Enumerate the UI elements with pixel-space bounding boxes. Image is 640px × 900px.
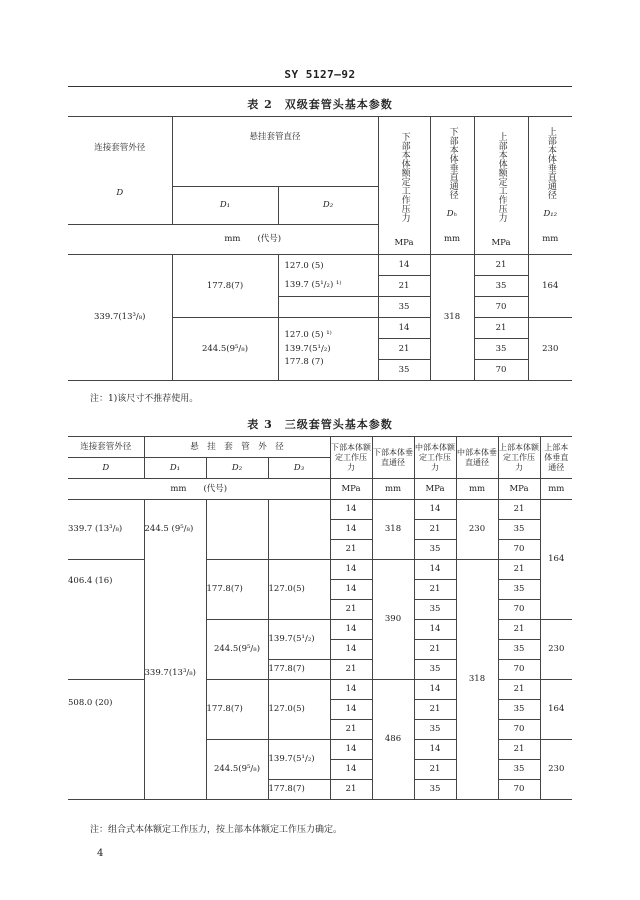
t3-ub-3: 230 [540, 740, 572, 800]
t3-mp-10: 21 [414, 700, 456, 720]
t2-D12-label: D₁₂ [543, 208, 558, 219]
t2-d2-g1-a: 127.0 (5) [284, 260, 324, 271]
t3-d3-empty-a [268, 500, 330, 560]
t3-d2-a: 177.8(7) [206, 560, 268, 620]
t2-d2-g2-c: 177.8 (7) [284, 357, 324, 368]
t2-hanger-header [172, 117, 378, 187]
table3-note: 注：组合式本体额定工作压力，按上部本体额定工作压力确定。 [90, 825, 343, 835]
t3-unit-5: MPa [498, 479, 540, 500]
t3-ub-1: 230 [540, 620, 572, 680]
t3-mp-8: 35 [414, 660, 456, 680]
t3-d2-d: 244.5(9⁵/₈) [206, 740, 268, 800]
t3-D3-header: D₃ [268, 458, 330, 479]
t3-unit-3: MPa [414, 479, 456, 500]
t2-unit-mpa-2: MPa [491, 238, 511, 249]
t3-mp-11: 35 [414, 720, 456, 740]
t3-outer-header: 连接套管外径 [68, 437, 144, 458]
t3-lp-1: 14 [330, 520, 372, 540]
t2-d2-g1-b: 139.7 (5¹/₂) ¹⁾ [284, 279, 342, 290]
t2-lp-1: 21 [378, 276, 430, 297]
t3-unit-4: mm [456, 479, 498, 500]
t2-d2-group1 [278, 255, 378, 297]
t2-d1-group2: 244.5(9⁵/₈) [172, 318, 278, 381]
t3-mp-9: 14 [414, 680, 456, 700]
t3-lp-13: 14 [330, 760, 372, 780]
t2-upper-press-label: 上部本体额定工作压力 [496, 132, 507, 223]
t3-lp-3: 14 [330, 560, 372, 580]
t3-up-14: 70 [498, 780, 540, 800]
t3-mp-4: 21 [414, 580, 456, 600]
t3-lp-6: 14 [330, 620, 372, 640]
t3-D1-header: D₁ [144, 458, 206, 479]
t3-d3-a: 127.0(5) [268, 560, 330, 620]
t3-up-1: 35 [498, 520, 540, 540]
t3-ub-2: 164 [540, 680, 572, 740]
t2-d2-g2-b: 139.7(5¹/₂) [284, 343, 331, 354]
t3-d3-e: 139.7(5¹/₂) [268, 740, 330, 780]
t3-unit-2 [372, 479, 414, 500]
t3-mb-0: 230 [456, 500, 498, 560]
t3-mp-12: 14 [414, 740, 456, 760]
t3-D-header: D [68, 458, 144, 479]
t2-upper-bore-header [528, 117, 572, 255]
t3-lp-12: 14 [330, 740, 372, 760]
t3-mid-bore-header: 中部本体垂直通径 [456, 437, 498, 479]
t3-lower-press-header: 下部本体额定工作压 力 [330, 437, 372, 479]
t2-Db-label: Dₕ [446, 208, 458, 219]
t3-up-7: 35 [498, 640, 540, 660]
t3-unit-6: mm [540, 479, 572, 500]
t3-up-11: 70 [498, 720, 540, 740]
t3-lb-0: 318 [372, 500, 414, 560]
t3-mp-0: 14 [414, 500, 456, 520]
t3-lower-bore-header [372, 437, 414, 479]
t3-lower-bore-label: 下部本体垂直通径 [373, 447, 414, 467]
t3-up-10: 35 [498, 700, 540, 720]
t2-hanger-label: 悬挂套管直径 [249, 131, 301, 142]
t3-hanger-header: 悬 挂 套 管 外 径 [144, 437, 330, 458]
t3-mp-1: 21 [414, 520, 456, 540]
t2-up-2: 70 [474, 297, 528, 318]
t2-unit-mpa-1: MPa [394, 238, 414, 249]
t3-d3-d: 127.0(5) [268, 680, 330, 740]
t3-upper-press-header: 上部本体额定工作压 力 [498, 437, 540, 479]
t3-up-9: 21 [498, 680, 540, 700]
t3-up-6: 21 [498, 620, 540, 640]
t3-mp-3: 14 [414, 560, 456, 580]
t3-outer-3: 508.0 (20) [68, 680, 144, 800]
t3-up-13: 35 [498, 760, 540, 780]
t3-lp-11: 21 [330, 720, 372, 740]
t2-up-1: 35 [474, 276, 528, 297]
t3-unit-2-text: mm [384, 483, 402, 494]
t3-up-0: 21 [498, 500, 540, 520]
t2-d2-group2 [278, 318, 378, 381]
document-code: SY 5127—92 [284, 68, 356, 81]
t3-lp-14: 21 [330, 780, 372, 800]
t2-d2-g1-blank [278, 297, 378, 318]
t3-d2-b: 244.5(9⁵/₈) [206, 620, 268, 680]
t2-lower-bore-header [430, 117, 474, 255]
t3-mp-14: 35 [414, 780, 456, 800]
t3-mp-5: 35 [414, 600, 456, 620]
t3-mp-13: 21 [414, 760, 456, 780]
table3-caption: 表 3 三级套管头基本参数 [247, 418, 393, 431]
t3-outer-2: 406.4 (16) [68, 560, 144, 680]
t3-lp-0: 14 [330, 500, 372, 520]
t3-up-8: 70 [498, 660, 540, 680]
t3-D2-header: D₂ [206, 458, 268, 479]
t2-up-5: 70 [474, 360, 528, 381]
t3-d3-b: 139.7(5¹/₂) [268, 620, 330, 660]
t2-lp-2: 35 [378, 297, 430, 318]
t3-upper-bore-header: 上部本体垂直通径 [540, 437, 572, 479]
t3-mb-1: 318 [456, 560, 498, 800]
t3-unit-1: MPa [330, 479, 372, 500]
t2-d1-group1: 177.8(7) [172, 255, 278, 318]
t3-up-3: 21 [498, 560, 540, 580]
t3-lp-2: 21 [330, 540, 372, 560]
t2-lp-5: 35 [378, 360, 430, 381]
t3-d1-b [144, 667, 206, 800]
t3-d3-c: 177.8(7) [268, 660, 330, 680]
page-number: 4 [97, 848, 104, 859]
t3-lb-2: 486 [372, 680, 414, 800]
t3-lp-5: 21 [330, 600, 372, 620]
t2-lp-4: 21 [378, 339, 430, 360]
t3-d1-upper-blank [144, 560, 206, 680]
t3-lp-8: 21 [330, 660, 372, 680]
t3-lp-7: 14 [330, 640, 372, 660]
t2-lower-press-label: 下部本体额定工作压力 [399, 132, 410, 223]
t2-unit-mm-1: mm [443, 233, 461, 244]
t3-lp-9: 14 [330, 680, 372, 700]
t2-lp-0: 14 [378, 255, 430, 276]
table2-note: 注：1)该尺寸不推荐使用。 [90, 394, 199, 404]
t3-d1-b-text: 339.7(13³/₈) [144, 667, 196, 678]
t2-D2-header: D₂ [278, 187, 378, 225]
t3-d2-c: 177.8(7) [206, 680, 268, 740]
t3-up-12: 21 [498, 740, 540, 760]
t2-upper-press-header [474, 117, 528, 255]
t3-up-4: 35 [498, 580, 540, 600]
t2-unit-mm-2: mm [542, 233, 559, 244]
t3-up-2: 70 [498, 540, 540, 560]
t3-mp-2: 35 [414, 540, 456, 560]
t2-D1-header: D₁ [172, 187, 278, 225]
t3-lp-10: 14 [330, 700, 372, 720]
t3-ub-0: 164 [540, 500, 572, 620]
t2-D-label: D [116, 187, 124, 198]
t2-outer-value: 339.7(13³/₈) [68, 255, 172, 381]
t3-lp-4: 14 [330, 580, 372, 600]
t2-upper-bore-label: 上部本体垂直通径 [545, 126, 556, 199]
t2-outer-label: 连接套管外径 [94, 142, 146, 153]
table2-caption: 表 2 双级套管头基本参数 [247, 98, 393, 111]
t2-lower-press-header [378, 117, 430, 255]
t3-mp-7: 21 [414, 640, 456, 660]
t2-bore-lower: 318 [430, 255, 474, 381]
t3-lb-1: 390 [372, 560, 414, 680]
t3-d2-empty-a [206, 500, 268, 560]
t3-unit-row: mm (代号) [68, 479, 330, 500]
t2-unit-row [68, 225, 378, 255]
t3-mp-6: 14 [414, 620, 456, 640]
t3-up-5: 70 [498, 600, 540, 620]
t2-bore-upper-g1: 164 [528, 255, 572, 318]
t3-d3-f: 177.8(7) [268, 780, 330, 800]
t3-mid-press-header: 中部本体额定工作压 力 [414, 437, 456, 479]
t3-outer-1: 339.7 (13³/₈) [68, 500, 144, 560]
t2-up-4: 35 [474, 339, 528, 360]
t2-d2-g2-a: 127.0 (5) ¹⁾ [284, 330, 332, 341]
t2-unit-mm-code: mm (代号) [224, 234, 282, 245]
table2 [68, 116, 572, 381]
t2-lower-bore-label: 下部本体垂直通径 [447, 126, 458, 199]
t3-d1-a: 244.5 (9⁵/₈) [144, 500, 206, 560]
t2-outer-header [68, 117, 172, 225]
header-rule [68, 86, 572, 87]
t2-bore-upper-g2: 230 [528, 318, 572, 381]
t2-lp-3: 14 [378, 318, 430, 339]
table3 [68, 436, 572, 800]
t2-up-0: 21 [474, 255, 528, 276]
t2-up-3: 21 [474, 318, 528, 339]
